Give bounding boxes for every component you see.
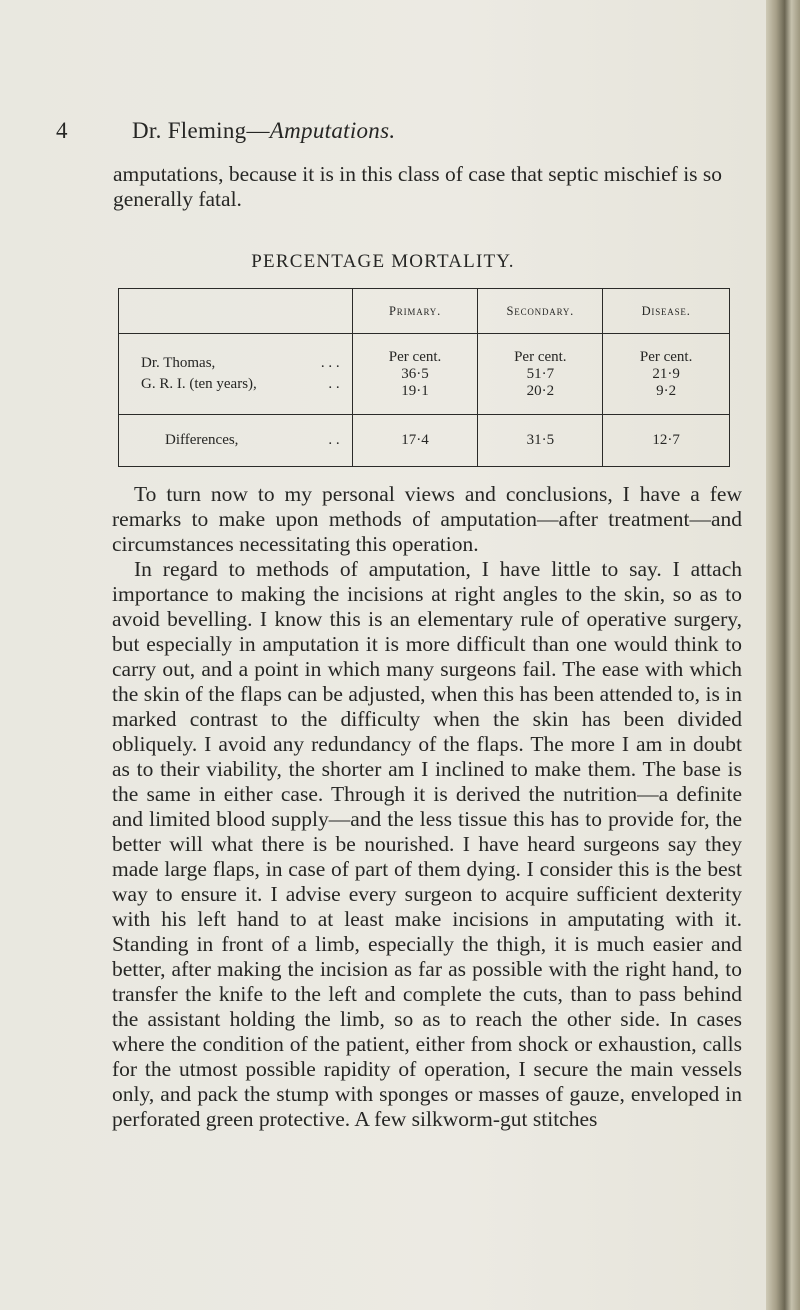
cell-value: 20·2 [526, 382, 555, 399]
cell-value: 9·2 [656, 382, 677, 399]
running-head-title: Amputations. [269, 118, 396, 143]
running-head-author: Dr. Fleming— [132, 118, 270, 143]
cell-value: 19·1 [401, 382, 429, 399]
paragraph: In regard to methods of amputation, I have little to say. I attach importance to making the incisions at right angles to the skin, so as to avoid bevelling. I know this is an elementary rule of operative surgery, but especially in amputation it is more difficult than one would think to carry out, and a point in which many surgeons fail. The ease with which the skin of the flaps can be adjusted, when this has been attended to, is in marked contrast to the difficulty when the skin has been divided obliquely. I avoid any redundancy of the flaps. The more I am in doubt as to their viability, the shorter am I inclined to make them. The base is the same in either case. Through it is derived the nutrition—a definite and limited blood supply—and the less tissue this has to provide for, the better will what there is be nourished. I have heard surgeons say they made large flaps, in case of part of them dying. I consider this is the best way to ensure it. I advise every surgeon to acquire sufficient dexterity with his left hand to at least make incisions in amputating with it. Standing in front of a limb, especially the thigh, it is much easier and better, after making the incision as far as possible with the right hand, to transfer the knife to the left and complete the cuts, than to pass behind the assistant holding the limb, so as to reach the other side. In cases where the condition of the patient, either from shock or exhaustion, calls for the utmost possible rapidity of operation, I secure the main vessels only, and pack the stump with sponges or masses of gauze, enveloped in perforated green protective. A few silkworm-gut stitches [112, 557, 742, 1131]
intro-text: amputations, because it is in this class of case that septic mischief is so generally fatal. [113, 162, 723, 211]
cell-value: 51·7 [526, 365, 555, 382]
cell-disease [603, 334, 730, 415]
table-header-blank [119, 289, 353, 334]
row-label-line: G. R. I. (ten years), [141, 376, 257, 392]
table-row [119, 334, 730, 415]
leader-dots: . . [328, 432, 340, 448]
row-label-differences [119, 415, 353, 467]
leader-dots: . . . [320, 355, 340, 371]
row-label-line: Differences, [165, 432, 239, 448]
leader-dots: . . [328, 376, 340, 392]
cell-unit: Per cent. [388, 348, 442, 365]
mortality-table [118, 288, 730, 467]
cell-unit: Per cent. [639, 348, 693, 365]
cell-value: 36·5 [401, 365, 429, 382]
body-text [112, 482, 742, 1132]
cell-primary [352, 334, 478, 415]
row-label-sources [119, 334, 353, 415]
paragraph: To turn now to my personal views and conclusions, I have a few remarks to make upon methods of amputation—after treatment—and circumstances necessitating this operation. [112, 482, 742, 556]
row-label-line: Dr. Thomas, [141, 355, 216, 371]
table-header-row [119, 289, 730, 334]
cell-value: 21·9 [652, 365, 680, 382]
running-head [132, 118, 395, 144]
cell-secondary: 31·5 [478, 415, 603, 467]
cell-secondary [478, 334, 603, 415]
column-header-primary: Primary. [352, 289, 478, 334]
column-header-secondary: Secondary. [478, 289, 603, 334]
cell-primary: 17·4 [352, 415, 478, 467]
page-edge-binding [766, 0, 800, 1310]
column-header-disease: Disease. [603, 289, 730, 334]
cell-disease: 12·7 [603, 415, 730, 467]
cell-unit: Per cent. [514, 348, 567, 365]
table-row [119, 415, 730, 467]
page-number: 4 [56, 118, 68, 143]
table-title: PERCENTAGE MORTALITY. [251, 251, 515, 272]
